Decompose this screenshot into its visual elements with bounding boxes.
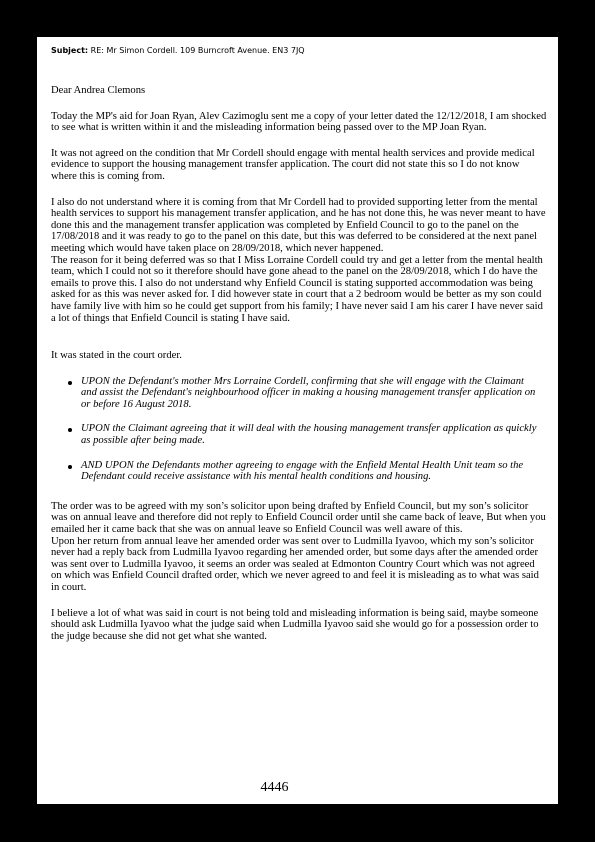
paragraph: I also do not understand where it is coming from that Mr Cordell had to provided supporting letter from the mental health services to support his management transfer application, and he has not done this, he was never meant to have done this and the management transfer application was completed by Enfield Council to go to the panel on the 17/08/2018 and it was ready to go to the panel on this date, but this was deferred to be considered at the next panel meeting which would have taken place on 28/09/2018, which never happened. (51, 196, 546, 254)
subject-label: Subject: (51, 46, 89, 55)
bullet-icon (68, 428, 72, 432)
email-subject-line (51, 46, 305, 55)
bullet-icon (68, 381, 72, 385)
court-order-item (51, 423, 547, 446)
letter-body (51, 85, 547, 642)
subject-text: RE: Mr Simon Cordell. 109 Burncroft Avenue. EN3 7JQ (90, 46, 305, 55)
court-order-item (51, 460, 547, 483)
paragraph: I believe a lot of what was said in court is not being told and misleading information is being said, maybe someone should ask Ludmilla Iyavoo what the judge said when Ludmilla Iyavoo said she would go for a possession order to the judge because she did not get what she wanted. (51, 607, 539, 642)
paragraph: The reason for it being deferred was so that I Miss Lorraine Cordell could try and get a letter from the mental health team, which I could not so it therefore should have gone ahead to the panel on the 28/09/2018, which I do have the emails to prove this. I also do not understand why Enfield Council is stating supported accommodation was being asked for as this was never asked for. I did however state in court that a 2 bedroom would be better as my son could have family live with him so he could get support from his family; I have never said I am his carer I have never said a lot of things that Enfield Council is stating I have said. (51, 254, 543, 324)
page-number: 4446 (260, 780, 289, 795)
paragraph: Today the MP's aid for Joan Ryan, Alev Cazimoglu sent me a copy of your letter dated the 12/12/2018, I am shocked to see what is written within it and the misleading information being passed over to the MP Joan Ryan. (51, 110, 547, 134)
bullet-icon (68, 465, 72, 469)
paragraph: It was not agreed on the condition that Mr Cordell should engage with mental health services and provide medical evidence to support the housing management transfer application. The court did not state this so I do not know where this is coming from. (51, 147, 535, 182)
court-order-text: UPON the Claimant agreeing that it will deal with the housing management transfer application as quickly as possible after being made. (81, 423, 537, 447)
court-order-text: UPON the Defendant's mother Mrs Lorraine Cordell, confirming that she will engage with the Claimant and assist the Defendant's neighbourhood officer in making a housing management transfer application on or before 16 August 2018. (81, 375, 536, 410)
court-order-list (51, 376, 547, 483)
document-page (37, 37, 558, 804)
greeting: Dear Andrea Clemons (51, 85, 146, 96)
court-order-item (51, 376, 547, 411)
paragraph: The order was to be agreed with my son’s solicitor upon being drafted by Enfield Council, but my son’s solicitor was on annual leave and therefore did not reply to Enfield Council order until she came back of leave, But when you emailed her it came back that she was on annual leave so Enfield Council was well aware of this. (51, 500, 546, 536)
paragraph: It was stated in the court order. (51, 350, 182, 362)
court-order-text: AND UPON the Defendants mother agreeing to engage with the Enfield Mental Health Unit team so the Defendant could receive assistance with his mental health conditions and housing. (81, 459, 524, 483)
paragraph: Upon her return from annual leave her amended order was sent over to Ludmilla Iyavoo, which my son’s solicitor never had a reply back from Ludmilla Iyavoo regarding her amended order, but some days after the amended order was sent over to Ludmilla Iyavoo, it seems an order was sealed at Edmonton Country Court which was not agreed on which was Enfield Council drafted order, which we never agreed to and feel it is misleading as to what was said in court. (51, 535, 539, 593)
